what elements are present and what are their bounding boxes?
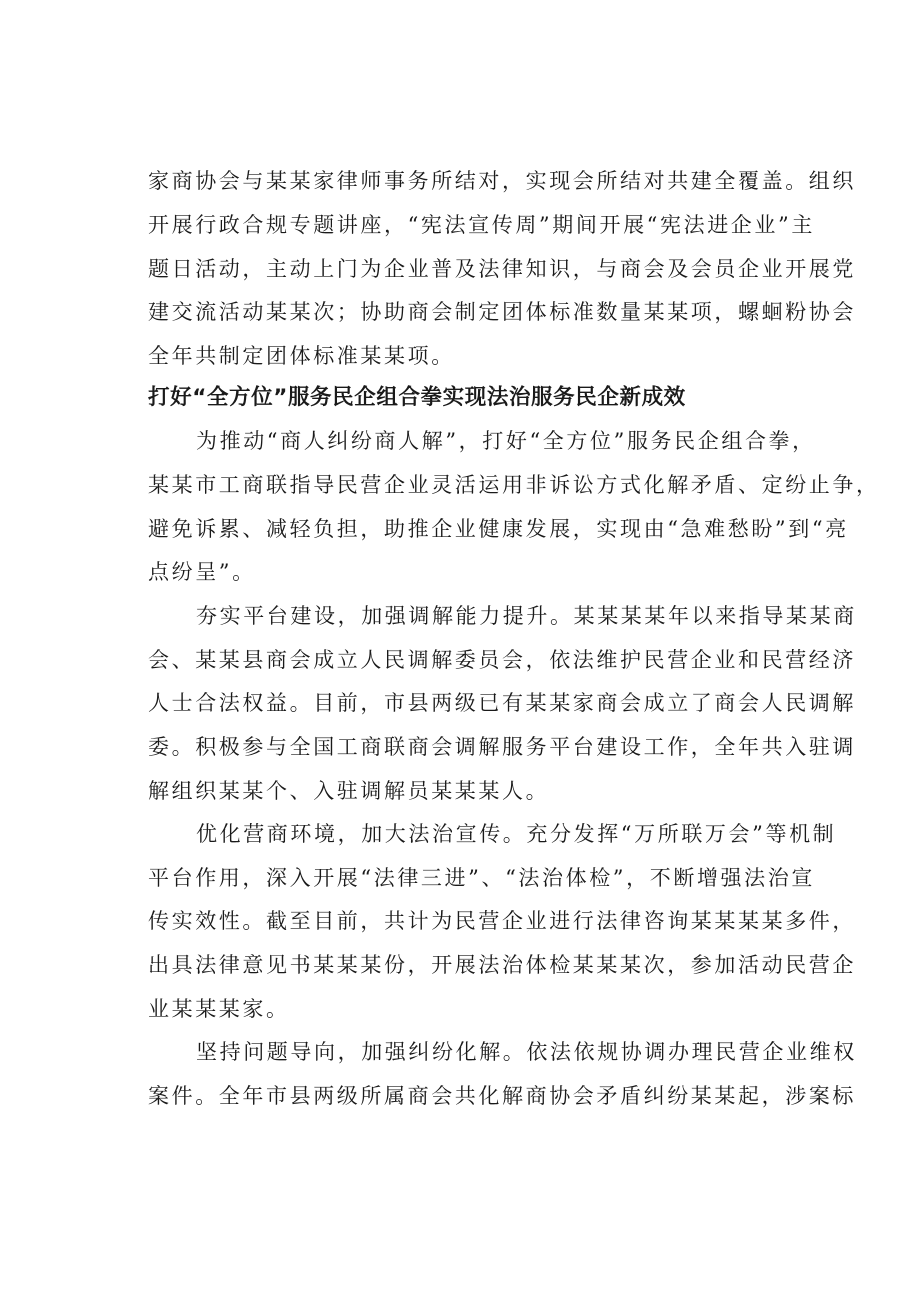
body-line xyxy=(0,769,920,813)
line-text: 人士合法权益。目前，市县两级已有某某家商会成立了商会人民调解 xyxy=(148,691,856,715)
body-line xyxy=(0,943,920,987)
line-text: 优化营商环境，加大法治宣传。充分发挥“万所联万会”等机制 xyxy=(196,822,837,846)
body-line xyxy=(0,987,920,1031)
line-text: 坚持问题导向，加强纠纷化解。依法依规协调办理民营企业维权 xyxy=(196,1040,857,1064)
line-text: 全年共制定团体标准某某项。 xyxy=(148,344,455,368)
line-text: 会、某某县商会成立人民调解委员会，依法维护民营企业和民营经济 xyxy=(148,648,856,672)
line-text: 开展行政合规专题讲座，“宪法宣传周”期间开展“宪法进企业”主 xyxy=(148,213,815,237)
body-line xyxy=(0,550,920,594)
body-line xyxy=(0,290,920,334)
line-text: 业某某某家。 xyxy=(148,997,290,1021)
line-text: 某某市工商联指导民营企业灵活运用非诉讼方式化解矛盾、定纷止争， xyxy=(148,473,880,497)
body-line xyxy=(0,159,920,203)
line-text: 传实效性。截至目前，共计为民营企业进行法律咨询某某某某多件， xyxy=(148,909,856,933)
line-text: 建交流活动某某次；协助商会制定团体标准数量某某项，螺蛔粉协会 xyxy=(148,300,856,324)
body-line xyxy=(0,203,920,247)
line-text: 案件。全年市县两级所属商会共化解商协会矛盾纠纷某某起，涉案标 xyxy=(148,1084,856,1108)
section-heading-text: 打好“全方位”服务民企组合拳实现法治服务民企新成效 xyxy=(148,385,686,410)
body-line xyxy=(0,638,920,682)
line-text: 家商协会与某某家律师事务所结对，实现会所结对共建全覆盖。组织 xyxy=(148,169,856,193)
line-text: 避免诉累、减轻负担，助推企业健康发展，实现由“急难愁盼”到“亮 xyxy=(148,517,849,541)
body-line xyxy=(0,681,920,725)
body-line xyxy=(0,334,920,378)
section-heading xyxy=(0,376,920,420)
body-line xyxy=(0,1074,920,1118)
body-line xyxy=(0,507,920,551)
line-text: 解组织某某个、入驻调解员某某某人。 xyxy=(148,779,550,803)
body-line xyxy=(0,725,920,769)
body-line xyxy=(0,812,920,856)
line-text: 出具法律意见书某某某份，开展法治体检某某某次，参加活动民营企 xyxy=(148,953,856,977)
body-line xyxy=(0,594,920,638)
line-text: 委。积极参与全国工商联商会调解服务平台建设工作，全年共入驻调 xyxy=(148,735,856,759)
body-line xyxy=(0,247,920,291)
body-line xyxy=(0,899,920,943)
body-line xyxy=(0,463,920,507)
line-text: 夯实平台建设，加强调解能力提升。某某某某年以来指导某某商 xyxy=(196,604,857,628)
body-line xyxy=(0,1030,920,1074)
line-text: 为推动“商人纠纷商人解”，打好“全方位”服务民企组合拳， xyxy=(196,429,816,453)
body-line xyxy=(0,856,920,900)
line-text: 点纷呈”。 xyxy=(148,560,256,584)
line-text: 题日活动，主动上门为企业普及法律知识，与商会及会员企业开展党 xyxy=(148,257,856,281)
body-line xyxy=(0,419,920,463)
line-text: 平台作用，深入开展“法律三进”、“法治体检”，不断增强法治宣 xyxy=(148,866,815,890)
